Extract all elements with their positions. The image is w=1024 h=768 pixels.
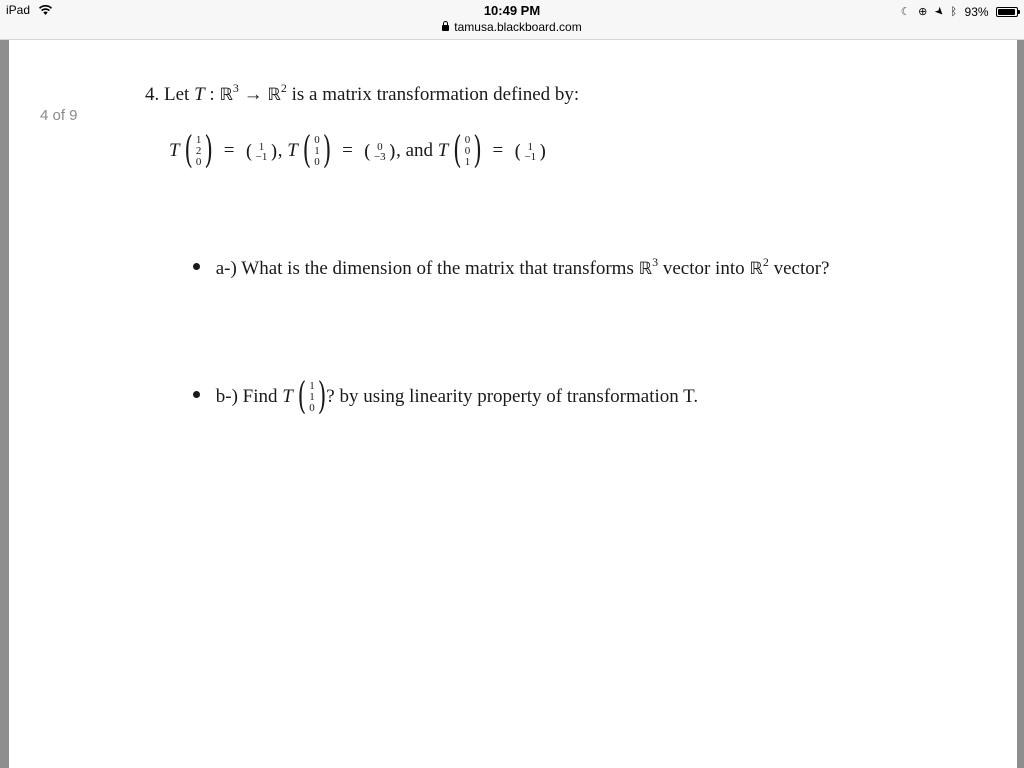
input-vector-2: ( 0 1 0 ) <box>302 130 332 173</box>
clock: 10:49 PM <box>483 3 541 18</box>
status-icons <box>900 3 1018 20</box>
document-viewer[interactable] <box>0 40 1024 768</box>
battery-icon <box>996 7 1018 17</box>
device-name: iPad <box>6 3 31 17</box>
output-vector-3: ( 1 −1 ) <box>514 140 547 163</box>
url-text: tamusa.blackboard.com <box>454 20 582 34</box>
question-statement: 4. Let T : ℝ$^3$ → ℝ$^2$ is a matrix transformation defined by: <box>145 81 580 105</box>
question-number: 4. <box>145 84 160 105</box>
input-vector-b: ( 1 1 0 ) <box>297 376 327 419</box>
transformation-definitions: T ( 1 2 0 ) = ( 1 −1 ) , T ( 0 1 0 ) = ( 0 −3 ) , and T ( 0 0 1 ) = ( 1 −1 ) <box>169 130 547 173</box>
output-vector-2: ( 0 −3 ) <box>363 140 397 163</box>
document-page[interactable] <box>9 40 1017 768</box>
location-icon: ➤ <box>931 4 947 20</box>
rotation-lock-icon: ⊕ <box>918 6 928 19</box>
moon-icon: ☾ <box>900 6 911 19</box>
battery-percentage: 93% <box>964 4 989 19</box>
input-vector-1: ( 1 2 0 ) <box>184 130 214 173</box>
bullet-icon <box>193 263 200 270</box>
status-bar <box>0 0 1024 40</box>
part-b: b-) Find T ( 1 1 0 ) ? by using linearity property of transformation T. <box>193 381 698 414</box>
input-vector-3: ( 0 0 1 ) <box>453 130 482 173</box>
lock-icon <box>442 25 449 31</box>
part-a: a-) What is the dimension of the matrix that transforms ℝ$^3$ vector into ℝ$^2$ vector? <box>193 258 829 280</box>
output-vector-1: ( 1 −1 ) <box>245 140 278 163</box>
url-bar[interactable] <box>0 20 1024 34</box>
bullet-icon <box>193 391 200 398</box>
bluetooth-icon: ᛒ <box>950 5 958 18</box>
page-indicator: 4 of 9 <box>40 107 78 124</box>
